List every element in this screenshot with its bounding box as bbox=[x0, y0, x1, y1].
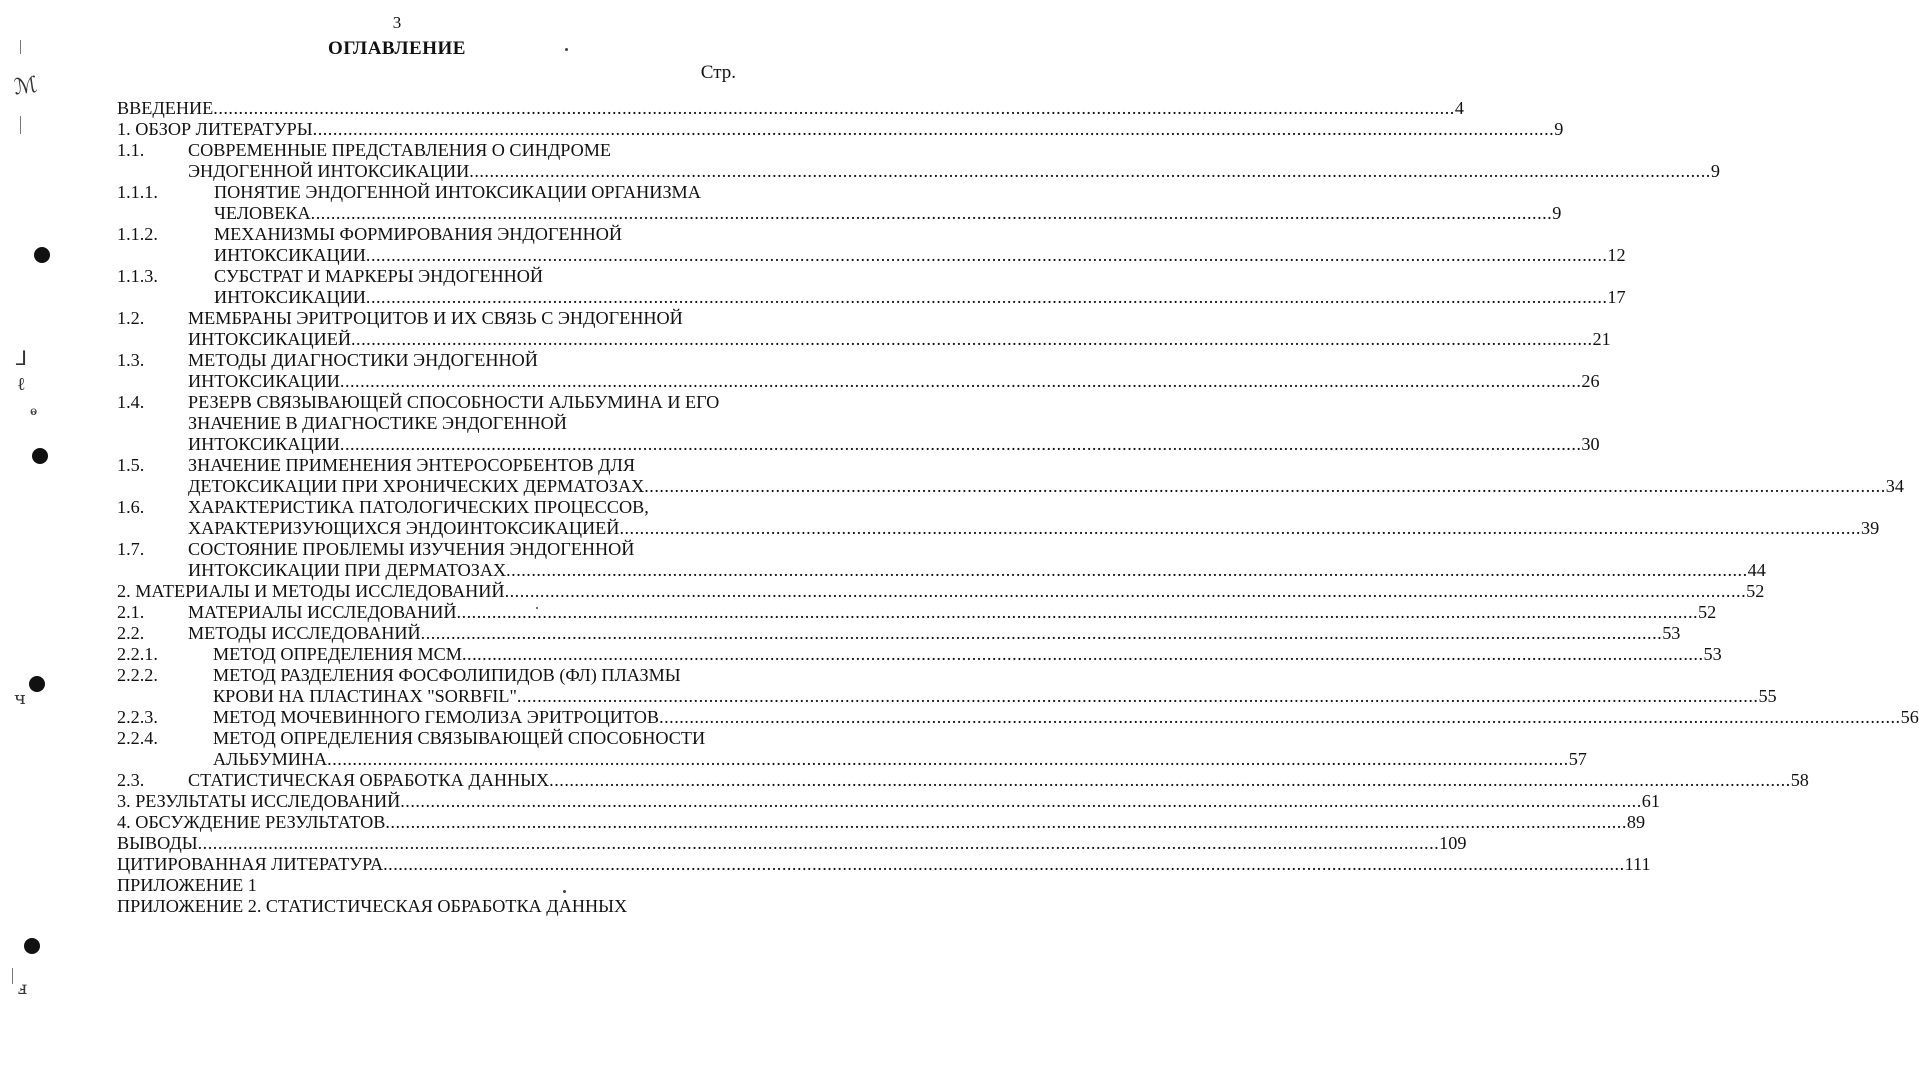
toc-entry-leader-line bbox=[213, 707, 1919, 728]
table-of-contents bbox=[117, 98, 1919, 917]
toc-entry-page: 61 bbox=[1641, 791, 1660, 811]
toc-entry-number: 2.2.3. bbox=[117, 707, 158, 727]
toc-entry-page: 9 bbox=[1552, 203, 1562, 223]
toc-entry-text-line: СОВРЕМЕННЫЕ ПРЕДСТАВЛЕНИЯ О СИНДРОМЕ bbox=[188, 140, 611, 160]
dot-leader bbox=[549, 770, 1791, 791]
toc-entry-page: 44 bbox=[1747, 560, 1766, 580]
toc-entry-s1_6[interactable] bbox=[117, 497, 1880, 539]
toc-entry-text-line: ЗНАЧЕНИЕ В ДИАГНОСТИКЕ ЭНДОГЕННОЙ bbox=[188, 413, 567, 433]
punch-hole-4 bbox=[24, 938, 40, 954]
toc-entry-text-line: СОСТОЯНИЕ ПРОБЛЕМЫ ИЗУЧЕНИЯ ЭНДОГЕННОЙ bbox=[188, 539, 635, 559]
toc-entry-text: ЧЕЛОВЕКА bbox=[214, 203, 311, 223]
toc-entry-appendix1[interactable] bbox=[117, 875, 737, 896]
toc-entry-text: ИНТОКСИКАЦИЕЙ bbox=[188, 329, 351, 349]
toc-entry-text: ХАРАКТЕРИЗУЮЩИХСЯ ЭНДОИНТОКСИКАЦИЕЙ bbox=[188, 518, 620, 538]
dot-leader bbox=[385, 812, 1627, 833]
toc-entry-text: ПРИЛОЖЕНИЕ 1 bbox=[117, 875, 257, 895]
toc-entry-number: 1.5. bbox=[117, 455, 145, 475]
dot-leader bbox=[644, 476, 1886, 497]
toc-entry-page: 53 bbox=[1703, 644, 1722, 664]
margin-scribble-5: ч bbox=[14, 688, 26, 709]
toc-entry-s1_2[interactable] bbox=[117, 308, 1611, 350]
toc-entry-s1_1_2[interactable] bbox=[117, 224, 1626, 266]
toc-entry-leader-line bbox=[117, 854, 1651, 875]
toc-entry-s2_1[interactable] bbox=[117, 602, 1717, 623]
dot-leader bbox=[351, 329, 1593, 350]
toc-entry-text-line: РЕЗЕРВ СВЯЗЫВАЮЩЕЙ СПОСОБНОСТИ АЛЬБУМИНА И ЕГО bbox=[188, 392, 720, 412]
toc-entry-ch4[interactable] bbox=[117, 812, 1646, 833]
toc-entry-text: АЛЬБУМИНА bbox=[213, 749, 328, 769]
toc-entry-leader-line bbox=[188, 560, 1766, 581]
punch-hole-1 bbox=[34, 247, 50, 263]
toc-entry-s2_3[interactable] bbox=[117, 770, 1809, 791]
toc-entry-leader-line bbox=[213, 686, 1777, 707]
toc-entry-leader-line bbox=[117, 581, 1765, 602]
dot-leader bbox=[517, 686, 1759, 707]
page-column-label: Стр. bbox=[700, 62, 736, 83]
toc-entry-leader-line bbox=[117, 833, 1467, 854]
toc-entry-number: 1.1. bbox=[117, 140, 145, 160]
dot-leader bbox=[313, 119, 1555, 140]
toc-entry-text-line: ХАРАКТЕРИСТИКА ПАТОЛОГИЧЕСКИХ ПРОЦЕССОВ, bbox=[188, 497, 649, 517]
toc-entry-text-line: СУБСТРАТ И МАРКЕРЫ ЭНДОГЕННОЙ bbox=[214, 266, 544, 286]
toc-entry-text: ИНТОКСИКАЦИИ bbox=[214, 245, 366, 265]
toc-entry-text: МЕТОД МОЧЕВИННОГО ГЕМОЛИЗА ЭРИТРОЦИТОВ bbox=[213, 707, 660, 727]
dot-leader bbox=[383, 854, 1625, 875]
scan-edge-mark-1 bbox=[20, 40, 21, 54]
toc-entry-s2_2_4[interactable] bbox=[117, 728, 1587, 770]
toc-entry-number: 1.1.1. bbox=[117, 182, 158, 202]
toc-entry-text: СТАТИСТИЧЕСКАЯ ОБРАБОТКА ДАННЫХ bbox=[188, 770, 550, 790]
toc-entry-page: 53 bbox=[1662, 623, 1681, 643]
toc-entry-page: 12 bbox=[1607, 245, 1626, 265]
toc-entry-text: ИНТОКСИКАЦИИ ПРИ ДЕРМАТОЗАХ bbox=[188, 560, 507, 580]
toc-entry-page: 26 bbox=[1581, 371, 1600, 391]
toc-entry-leader-line bbox=[188, 770, 1809, 791]
toc-entry-leader-line bbox=[188, 329, 1611, 350]
margin-scribble-2: ⅃ bbox=[16, 346, 28, 370]
toc-entry-page: 111 bbox=[1624, 854, 1651, 874]
toc-entry-page: 58 bbox=[1790, 770, 1809, 790]
margin-scribble-4: ⱺ bbox=[30, 404, 38, 418]
toc-entry-s1_1_1[interactable] bbox=[117, 182, 1562, 224]
toc-entry-leader-line bbox=[117, 896, 737, 917]
toc-entry-text-line: ПОНЯТИЕ ЭНДОГЕННОЙ ИНТОКСИКАЦИИ ОРГАНИЗМА bbox=[214, 182, 701, 202]
toc-entry-leader-line bbox=[188, 623, 1681, 644]
toc-entry-page: 34 bbox=[1885, 476, 1904, 496]
toc-entry-leader-line bbox=[188, 371, 1600, 392]
toc-entry-number: 2.1. bbox=[117, 602, 145, 622]
toc-entry-text: ЦИТИРОВАННАЯ ЛИТЕРАТУРА bbox=[117, 854, 384, 874]
toc-entry-number: 2.2.2. bbox=[117, 665, 158, 685]
toc-entry-leader-line bbox=[117, 875, 737, 896]
toc-entry-s2_2_3[interactable] bbox=[117, 707, 1919, 728]
toc-entry-number: 2.2. bbox=[117, 623, 145, 643]
toc-entry-text-line: МЕТОД РАЗДЕЛЕНИЯ ФОСФОЛИПИДОВ (ФЛ) ПЛАЗМЫ bbox=[213, 665, 681, 685]
toc-entry-leader-line bbox=[117, 812, 1646, 833]
toc-entry-text: ИНТОКСИКАЦИИ bbox=[214, 287, 366, 307]
toc-entry-text: ИНТОКСИКАЦИИ bbox=[188, 371, 340, 391]
toc-entry-text-line: МЕХАНИЗМЫ ФОРМИРОВАНИЯ ЭНДОГЕННОЙ bbox=[214, 224, 623, 244]
dot-leader bbox=[505, 581, 1747, 602]
toc-entry-text-line: МЕТОД ОПРЕДЕЛЕНИЯ СВЯЗЫВАЮЩЕЙ СПОСОБНОСТИ bbox=[213, 728, 706, 748]
toc-entry-conclusions[interactable] bbox=[117, 833, 1467, 854]
page-number: 3 bbox=[392, 13, 402, 32]
toc-entry-page: 39 bbox=[1860, 518, 1880, 538]
toc-entry-ch3[interactable] bbox=[117, 791, 1660, 812]
toc-entry-page: 57 bbox=[1568, 749, 1587, 769]
toc-entry-number: 2.2.4. bbox=[117, 728, 158, 748]
toc-entry-intro[interactable] bbox=[117, 98, 1464, 119]
dot-leader bbox=[421, 623, 1663, 644]
toc-entry-ch1[interactable] bbox=[117, 119, 1564, 140]
toc-entry-text: КРОВИ НА ПЛАСТИНАХ "SORBFIL" bbox=[213, 686, 517, 706]
dot-leader bbox=[619, 518, 1861, 539]
toc-entry-s1_3[interactable] bbox=[117, 350, 1600, 392]
scan-speck-2 bbox=[563, 890, 566, 893]
toc-entry-page: 17 bbox=[1607, 287, 1626, 307]
toc-entry-number: 1.2. bbox=[117, 308, 145, 328]
dot-leader bbox=[213, 98, 1455, 119]
toc-entry-number: 1.4. bbox=[117, 392, 145, 412]
toc-entry-appendix2[interactable] bbox=[117, 896, 737, 917]
toc-entry-leader-line bbox=[214, 203, 1562, 224]
toc-entry-page: 55 bbox=[1758, 686, 1777, 706]
dot-leader bbox=[457, 602, 1699, 623]
toc-entry-text: ВВЕДЕНИЕ bbox=[117, 98, 214, 118]
dot-leader bbox=[366, 287, 1608, 308]
dot-leader bbox=[366, 245, 1608, 266]
toc-entry-s2_2_1[interactable] bbox=[117, 644, 1722, 665]
toc-entry-text: 3. РЕЗУЛЬТАТЫ ИССЛЕДОВАНИЙ bbox=[117, 791, 401, 811]
dot-leader bbox=[506, 560, 1748, 581]
dot-leader bbox=[340, 434, 1582, 455]
toc-entry-s2_2_2[interactable] bbox=[117, 665, 1777, 707]
dot-leader bbox=[311, 203, 1553, 224]
toc-entry-leader-line bbox=[213, 749, 1587, 770]
toc-entry-leader-line bbox=[213, 644, 1722, 665]
toc-entry-leader-line bbox=[214, 245, 1626, 266]
toc-entry-text: МЕТОД ОПРЕДЕЛЕНИЯ МСМ bbox=[213, 644, 462, 664]
dot-leader bbox=[462, 644, 1704, 665]
punch-hole-3 bbox=[29, 676, 45, 692]
toc-entry-text: 4. ОБСУЖДЕНИЕ РЕЗУЛЬТАТОВ bbox=[117, 812, 386, 832]
toc-entry-text: 2. МАТЕРИАЛЫ И МЕТОДЫ ИССЛЕДОВАНИЙ bbox=[117, 581, 505, 601]
toc-entry-s2_2[interactable] bbox=[117, 623, 1681, 644]
toc-entry-text-line: МЕТОДЫ ДИАГНОСТИКИ ЭНДОГЕННОЙ bbox=[188, 350, 538, 370]
toc-entry-text-line: ЗНАЧЕНИЕ ПРИМЕНЕНИЯ ЭНТЕРОСОРБЕНТОВ ДЛЯ bbox=[188, 455, 636, 475]
toc-entry-page: 89 bbox=[1626, 812, 1646, 832]
toc-entry-s1_1_3[interactable] bbox=[117, 266, 1626, 308]
toc-entry-number: 1.6. bbox=[117, 497, 145, 517]
margin-scribble-6: ⅎ bbox=[18, 978, 28, 999]
punch-hole-2 bbox=[32, 448, 48, 464]
toc-entry-text: ЭНДОГЕННОЙ ИНТОКСИКАЦИИ bbox=[188, 161, 470, 181]
toc-entry-s1_1[interactable] bbox=[117, 140, 1720, 182]
toc-entry-leader-line bbox=[188, 476, 1904, 497]
toc-entry-text-line: МЕМБРАНЫ ЭРИТРОЦИТОВ И ИХ СВЯЗЬ С ЭНДОГЕННОЙ bbox=[188, 308, 683, 328]
toc-entry-ch2[interactable] bbox=[117, 581, 1765, 602]
toc-entry-leader-line bbox=[117, 119, 1564, 140]
toc-entry-number: 1.3. bbox=[117, 350, 145, 370]
toc-entry-s1_4[interactable] bbox=[117, 392, 1600, 455]
page-title: ОГЛАВЛЕНИЕ bbox=[328, 38, 466, 59]
toc-entry-s1_5[interactable] bbox=[117, 455, 1904, 497]
toc-entry-page: 52 bbox=[1698, 602, 1717, 622]
toc-entry-leader-line bbox=[117, 791, 1660, 812]
dot-leader bbox=[340, 371, 1582, 392]
dot-leader bbox=[469, 161, 1711, 182]
toc-entry-text: ДЕТОКСИКАЦИИ ПРИ ХРОНИЧЕСКИХ ДЕРМАТОЗАХ bbox=[188, 476, 645, 496]
toc-entry-number: 2.2.1. bbox=[117, 644, 158, 664]
toc-entry-text: 1. ОБЗОР ЛИТЕРАТУРЫ bbox=[117, 119, 313, 139]
toc-entry-number: 2.3. bbox=[117, 770, 145, 790]
scan-speck-3 bbox=[536, 607, 538, 609]
toc-entry-leader-line bbox=[188, 161, 1720, 182]
toc-entry-page: 52 bbox=[1746, 581, 1765, 601]
toc-entry-text: МАТЕРИАЛЫ ИССЛЕДОВАНИЙ bbox=[188, 602, 457, 622]
toc-entry-page: 4 bbox=[1454, 98, 1464, 118]
toc-entry-leader-line bbox=[188, 518, 1880, 539]
margin-scribble-3: ℓ bbox=[17, 374, 26, 395]
toc-entry-leader-line bbox=[188, 602, 1717, 623]
toc-entry-number: 1.7. bbox=[117, 539, 145, 559]
scan-edge-mark-3 bbox=[12, 968, 13, 984]
toc-entry-number: 1.1.3. bbox=[117, 266, 158, 286]
toc-entry-number: 1.1.2. bbox=[117, 224, 158, 244]
toc-entry-text: ИНТОКСИКАЦИИ bbox=[188, 434, 340, 454]
toc-entry-leader-line bbox=[117, 98, 1464, 119]
toc-entry-text: ПРИЛОЖЕНИЕ 2. СТАТИСТИЧЕСКАЯ ОБРАБОТКА ДАННЫХ bbox=[117, 896, 628, 916]
toc-entry-leader-line bbox=[188, 434, 1600, 455]
toc-entry-references[interactable] bbox=[117, 854, 1651, 875]
dot-leader bbox=[659, 707, 1901, 728]
scan-speck-1 bbox=[565, 48, 568, 51]
toc-entry-page: 9 bbox=[1554, 119, 1564, 139]
dot-leader bbox=[327, 749, 1569, 770]
toc-entry-page: 56 bbox=[1900, 707, 1919, 727]
toc-entry-leader-line bbox=[214, 287, 1626, 308]
toc-entry-page: 109 bbox=[1439, 833, 1467, 853]
toc-entry-page: 30 bbox=[1581, 434, 1600, 454]
dot-leader bbox=[400, 791, 1642, 812]
toc-entry-text: МЕТОДЫ ИССЛЕДОВАНИЙ bbox=[188, 623, 421, 643]
margin-scribble-1: ℳ bbox=[12, 72, 40, 101]
scan-edge-mark-2 bbox=[20, 116, 21, 134]
toc-entry-text: ВЫВОДЫ bbox=[117, 833, 198, 853]
toc-entry-s1_7[interactable] bbox=[117, 539, 1766, 581]
dot-leader bbox=[198, 833, 1440, 854]
toc-entry-page: 21 bbox=[1592, 329, 1611, 349]
toc-entry-page: 9 bbox=[1710, 161, 1720, 181]
